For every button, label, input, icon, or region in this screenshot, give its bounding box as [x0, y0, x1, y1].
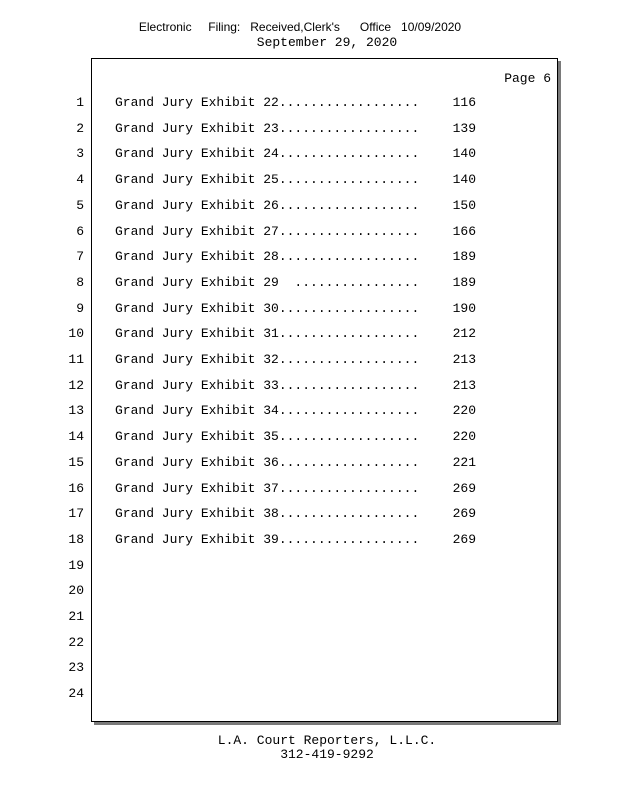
exhibit-page-ref: 189: [452, 275, 476, 290]
exhibit-page-ref: 166: [452, 224, 476, 239]
exhibit-entry: Grand Jury Exhibit 37..................: [115, 481, 420, 496]
line-number: 5: [76, 198, 84, 213]
line-number: 15: [68, 455, 84, 470]
line-number: 16: [68, 481, 84, 496]
exhibit-page-ref: 139: [452, 121, 476, 136]
exhibit-page-ref: 212: [452, 326, 476, 341]
line-number: 8: [76, 275, 84, 290]
line-number: 13: [68, 403, 84, 418]
exhibit-entry: Grand Jury Exhibit 26..................: [115, 198, 420, 213]
exhibit-entry: Grand Jury Exhibit 23..................: [115, 121, 420, 136]
line-number: 22: [68, 635, 84, 650]
exhibit-page-ref: 220: [452, 403, 476, 418]
line-number: 23: [68, 660, 84, 675]
exhibit-page-ref: 213: [452, 352, 476, 367]
line-number: 1: [76, 95, 84, 110]
exhibit-entry: Grand Jury Exhibit 29 ................: [115, 275, 420, 290]
exhibit-page-ref: 269: [452, 481, 476, 496]
page-number-label: Page 6: [504, 71, 551, 86]
line-number: 18: [68, 532, 84, 547]
exhibit-entry: Grand Jury Exhibit 27..................: [115, 224, 420, 239]
line-number: 11: [68, 352, 84, 367]
exhibit-entry: Grand Jury Exhibit 38..................: [115, 506, 420, 521]
line-number: 10: [68, 326, 84, 341]
line-number: 6: [76, 224, 84, 239]
line-number: 12: [68, 378, 84, 393]
exhibit-entry: Grand Jury Exhibit 35..................: [115, 429, 420, 444]
exhibit-entry: Grand Jury Exhibit 22..................: [115, 95, 420, 110]
exhibit-page-ref: 116: [452, 95, 476, 110]
line-number: 9: [76, 301, 84, 316]
line-number: 17: [68, 506, 84, 521]
line-number: 4: [76, 172, 84, 187]
exhibit-entry: Grand Jury Exhibit 32..................: [115, 352, 420, 367]
exhibit-page-ref: 140: [452, 172, 476, 187]
exhibit-entry: Grand Jury Exhibit 24..................: [115, 146, 420, 161]
exhibit-entry: Grand Jury Exhibit 30..................: [115, 301, 420, 316]
exhibit-page-ref: 213: [452, 378, 476, 393]
line-number: 14: [68, 429, 84, 444]
exhibit-entry: Grand Jury Exhibit 25..................: [115, 172, 420, 187]
exhibit-entry: Grand Jury Exhibit 34..................: [115, 403, 420, 418]
exhibit-page-ref: 221: [452, 455, 476, 470]
exhibit-entry: Grand Jury Exhibit 39..................: [115, 532, 420, 547]
exhibit-entry: Grand Jury Exhibit 31..................: [115, 326, 420, 341]
line-number: 19: [68, 558, 84, 573]
exhibit-entry: Grand Jury Exhibit 33..................: [115, 378, 420, 393]
line-number: 24: [68, 686, 84, 701]
exhibit-page-ref: 220: [452, 429, 476, 444]
line-number: 3: [76, 146, 84, 161]
exhibit-page-ref: 140: [452, 146, 476, 161]
exhibit-page-ref: 269: [452, 532, 476, 547]
line-number: 20: [68, 583, 84, 598]
filing-stamp: Electronic Filing: Received,Clerk's Office 10/09/2020: [138, 20, 462, 34]
footer-phone: 312-419-9292: [280, 747, 374, 762]
line-number: 21: [68, 609, 84, 624]
exhibit-page-ref: 190: [452, 301, 476, 316]
exhibit-page-ref: 150: [452, 198, 476, 213]
exhibit-entry: Grand Jury Exhibit 36..................: [115, 455, 420, 470]
footer-company: L.A. Court Reporters, L.L.C.: [217, 733, 437, 748]
line-number: 2: [76, 121, 84, 136]
transcript-date: September 29, 2020: [256, 35, 398, 50]
exhibit-entry: Grand Jury Exhibit 28..................: [115, 249, 420, 264]
exhibit-page-ref: 189: [452, 249, 476, 264]
line-number: 7: [76, 249, 84, 264]
exhibit-page-ref: 269: [452, 506, 476, 521]
